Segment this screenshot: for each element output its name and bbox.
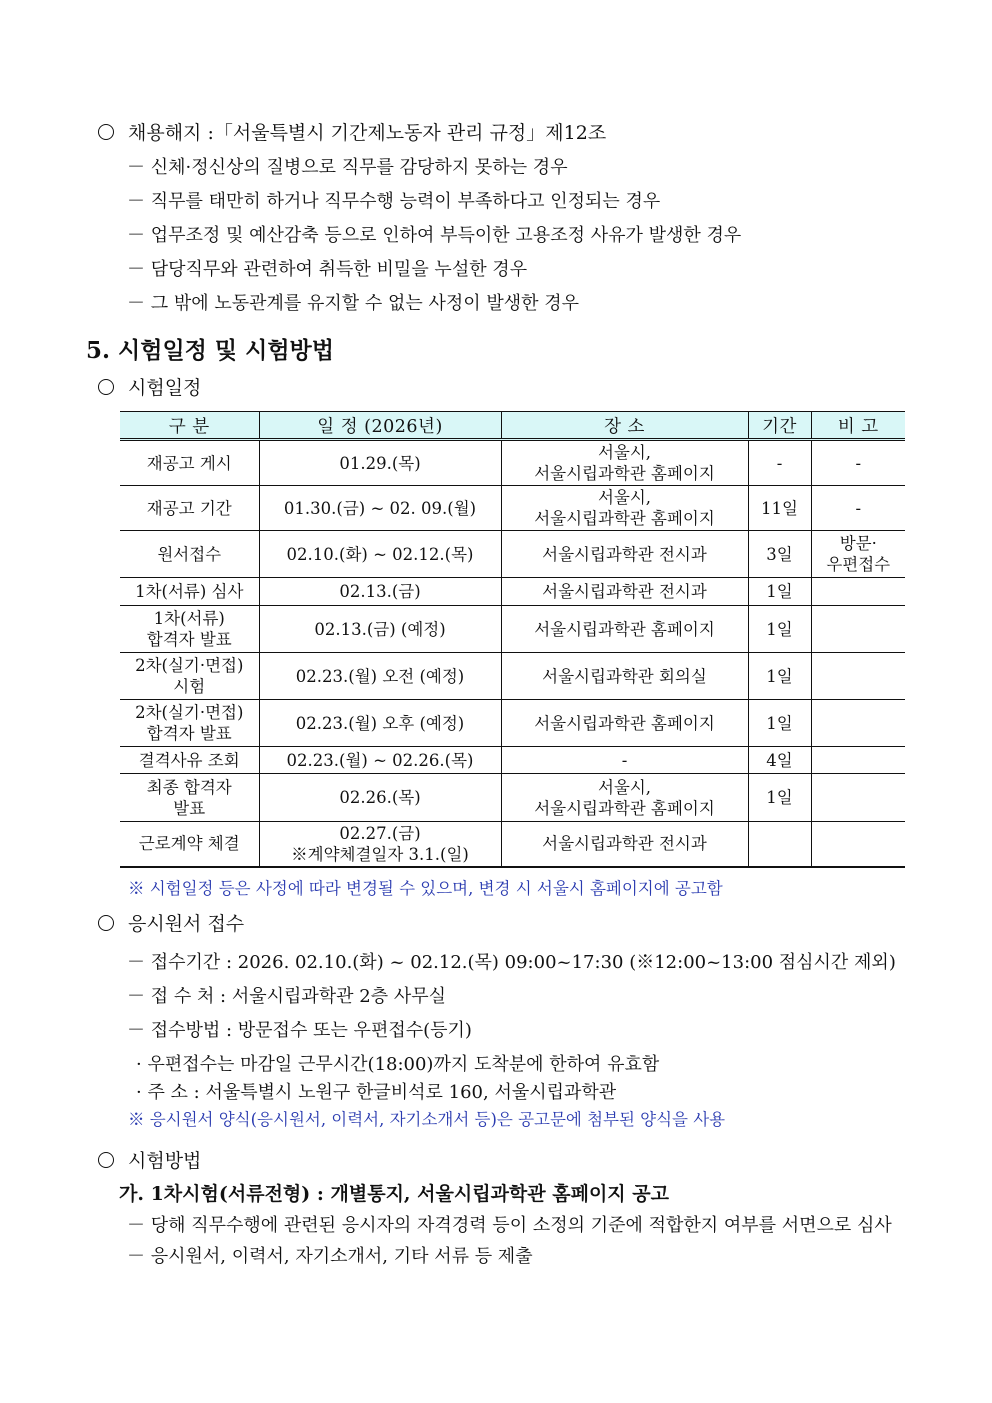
table-row: [120, 531, 905, 578]
table-cell: 서울시립과학관 회의실: [501, 653, 748, 700]
table-cell: 서울시, 서울시립과학관 홈페이지: [501, 440, 748, 486]
table-header-cell: 장 소: [501, 412, 748, 440]
table-cell: 서울시, 서울시립과학관 홈페이지: [501, 774, 748, 822]
termination-item: － 직무를 태만히 하거나 직무수행 능력이 부족하다고 인정되는 경우: [127, 191, 661, 212]
table-row: [120, 486, 905, 531]
table-cell: 근로계약 체결: [120, 822, 259, 867]
table-row: [120, 822, 905, 867]
table-cell: 02.23.(월) 오후 (예정): [259, 700, 501, 747]
table-row: [120, 653, 905, 700]
circle-bullet-icon: [98, 1152, 114, 1168]
table-cell: 서울시립과학관 전시과: [501, 578, 748, 606]
table-cell: 1일: [748, 774, 811, 822]
table-cell: 서울시립과학관 전시과: [501, 822, 748, 867]
table-cell: 1일: [748, 578, 811, 606]
method-item: － 당해 직무수행에 관련된 응시자의 자격경력 등이 소정의 기준에 적합한지 여부를 서면으로 심사: [127, 1215, 892, 1236]
table-cell: 방문· 우편접수: [811, 531, 905, 578]
table-cell: 02.26.(목): [259, 774, 501, 822]
circle-bullet-icon: [98, 379, 114, 395]
table-row: [120, 578, 905, 606]
table-cell: 02.23.(월) ~ 02.26.(목): [259, 747, 501, 774]
table-row: [120, 747, 905, 774]
first-exam-title: 가. 1차시험(서류전형) : 개별통지, 서울시립과학관 홈페이지 공고: [119, 1183, 669, 1205]
table-row: [120, 440, 905, 486]
table-cell: 서울시립과학관 홈페이지: [501, 700, 748, 747]
application-postal-note: · 우편접수는 마감일 근무시간(18:00)까지 도착분에 한하여 유효함: [136, 1054, 660, 1075]
table-cell: 서울시립과학관 홈페이지: [501, 606, 748, 653]
table-cell: [811, 606, 905, 653]
table-cell: 1일: [748, 606, 811, 653]
table-cell: 서울시립과학관 전시과: [501, 531, 748, 578]
table-cell: -: [501, 747, 748, 774]
method-heading-line: [98, 1148, 201, 1174]
table-cell: 02.23.(월) 오전 (예정): [259, 653, 501, 700]
application-heading: 응시원서 접수: [128, 913, 245, 935]
schedule-note: ※ 시험일정 등은 사정에 따라 변경될 수 있으며, 변경 시 서울시 홈페이지에 공고함: [128, 879, 723, 898]
table-cell: 02.27.(금) ※계약체결일자 3.1.(일): [259, 822, 501, 867]
termination-heading: 채용해지 :「서울특별시 기간제노동자 관리 규정」제12조: [128, 122, 607, 144]
table-cell: 1일: [748, 653, 811, 700]
table-cell: 결격사유 조회: [120, 747, 259, 774]
schedule-heading: 시험일정: [128, 377, 202, 399]
table-cell: [811, 822, 905, 867]
termination-item: － 담당직무와 관련하여 취득한 비밀을 누설한 경우: [127, 259, 528, 280]
table-header-cell: 기간: [748, 412, 811, 440]
table-row: [120, 774, 905, 822]
table-cell: 3일: [748, 531, 811, 578]
table-cell: 1차(서류) 합격자 발표: [120, 606, 259, 653]
table-cell: [811, 700, 905, 747]
method-item: － 응시원서, 이력서, 자기소개서, 기타 서류 등 제출: [127, 1246, 533, 1267]
table-cell: [811, 774, 905, 822]
termination-item: － 신체·정신상의 질병으로 직무를 감당하지 못하는 경우: [127, 157, 568, 178]
table-cell: 2차(실기·면접) 시험: [120, 653, 259, 700]
termination-item: － 업무조정 및 예산감축 등으로 인하여 부득이한 고용조정 사유가 발생한 경우: [127, 225, 742, 246]
table-cell: 01.30.(금) ~ 02. 09.(월): [259, 486, 501, 531]
table-cell: -: [811, 486, 905, 531]
application-place: － 접 수 처 : 서울시립과학관 2층 사무실: [127, 986, 446, 1007]
table-cell: [811, 578, 905, 606]
table-cell: 최종 합격자 발표: [120, 774, 259, 822]
table-cell: 01.29.(목): [259, 440, 501, 486]
application-address: · 주 소 : 서울특별시 노원구 한글비석로 160, 서울시립과학관: [136, 1082, 617, 1103]
application-heading-line: [98, 911, 244, 937]
table-cell: -: [748, 440, 811, 486]
table-header-cell: 비 고: [811, 412, 905, 440]
table-cell: 재공고 게시: [120, 440, 259, 486]
table-row: [120, 700, 905, 747]
section-title: 5. 시험일정 및 시험방법: [86, 337, 334, 364]
table-cell: [748, 822, 811, 867]
table-cell: 02.13.(금): [259, 578, 501, 606]
table-header-row: [120, 412, 905, 440]
table-row: [120, 606, 905, 653]
table-cell: 2차(실기·면접) 합격자 발표: [120, 700, 259, 747]
application-form-note: ※ 응시원서 양식(응시원서, 이력서, 자기소개서 등)은 공고문에 첨부된 양식을 사용: [128, 1110, 726, 1129]
schedule-table: [120, 411, 905, 868]
table-cell: 1일: [748, 700, 811, 747]
termination-item: － 그 밖에 노동관계를 유지할 수 없는 사정이 발생한 경우: [127, 293, 580, 314]
table-cell: [811, 653, 905, 700]
table-cell: 4일: [748, 747, 811, 774]
application-period: － 접수기간 : 2026. 02.10.(화) ~ 02.12.(목) 09:00~17:30 (※12:00~13:00 점심시간 제외): [127, 952, 896, 973]
table-cell: 1차(서류) 심사: [120, 578, 259, 606]
table-cell: 02.13.(금) (예정): [259, 606, 501, 653]
table-cell: 02.10.(화) ~ 02.12.(목): [259, 531, 501, 578]
table-cell: 서울시, 서울시립과학관 홈페이지: [501, 486, 748, 531]
method-heading: 시험방법: [128, 1150, 202, 1172]
table-cell: 원서접수: [120, 531, 259, 578]
schedule-heading-line: [98, 375, 201, 401]
circle-bullet-icon: [98, 124, 114, 140]
circle-bullet-icon: [98, 915, 114, 931]
application-method: － 접수방법 : 방문접수 또는 우편접수(등기): [127, 1020, 472, 1041]
table-cell: [811, 747, 905, 774]
table-cell: 재공고 기간: [120, 486, 259, 531]
table-header-cell: 구 분: [120, 412, 259, 440]
termination-heading-line: [98, 120, 606, 146]
table-cell: 11일: [748, 486, 811, 531]
table-cell: -: [811, 440, 905, 486]
table-header-cell: 일 정 (2026년): [259, 412, 501, 440]
